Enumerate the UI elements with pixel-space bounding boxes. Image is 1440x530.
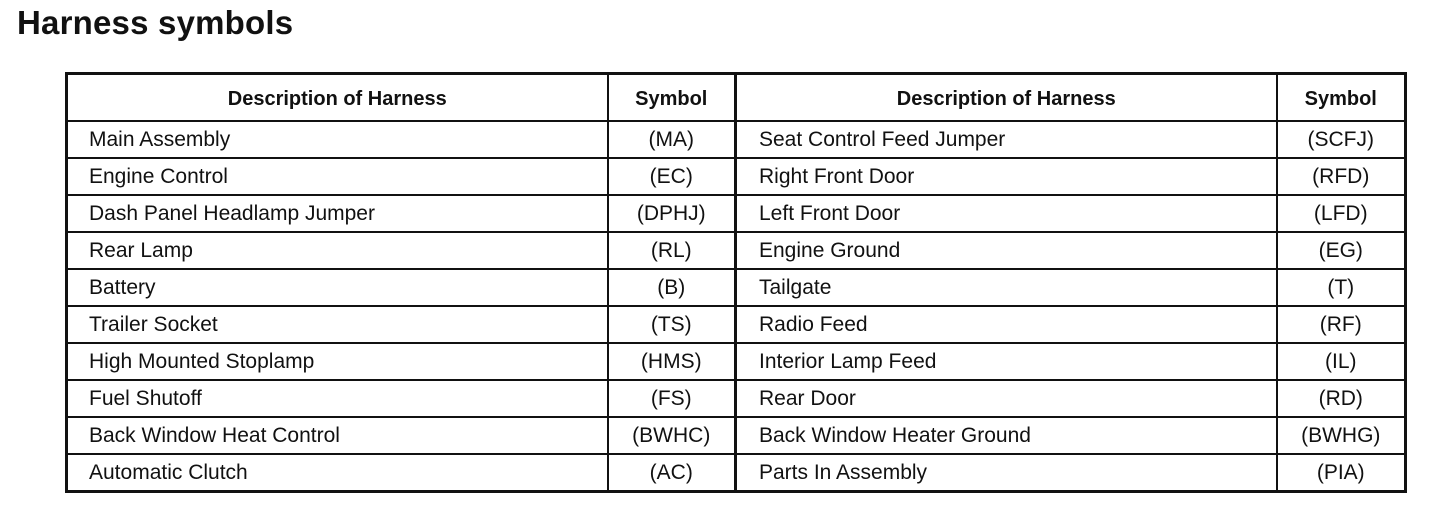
harness-description-cell: Rear Lamp xyxy=(67,232,608,269)
harness-symbol-cell: (MA) xyxy=(608,121,736,158)
table-row xyxy=(67,232,1406,269)
table-row xyxy=(67,454,1406,492)
harness-symbol-cell: (SCFJ) xyxy=(1277,121,1406,158)
harness-symbol-cell: (RFD) xyxy=(1277,158,1406,195)
harness-symbol-cell: (TS) xyxy=(608,306,736,343)
table-row xyxy=(67,306,1406,343)
column-header-symbol-right: Symbol xyxy=(1277,74,1406,122)
harness-symbol-cell: (HMS) xyxy=(608,343,736,380)
column-header-symbol-left: Symbol xyxy=(608,74,736,122)
harness-symbol-cell: (RD) xyxy=(1277,380,1406,417)
harness-symbol-cell: (IL) xyxy=(1277,343,1406,380)
harness-symbol-cell: (AC) xyxy=(608,454,736,492)
harness-symbol-cell: (PIA) xyxy=(1277,454,1406,492)
harness-description-cell: Right Front Door xyxy=(736,158,1277,195)
harness-description-cell: Automatic Clutch xyxy=(67,454,608,492)
harness-description-cell: Back Window Heat Control xyxy=(67,417,608,454)
harness-description-cell: Radio Feed xyxy=(736,306,1277,343)
harness-symbols-table xyxy=(65,72,1407,493)
table-row xyxy=(67,343,1406,380)
column-header-description-right: Description of Harness xyxy=(736,74,1277,122)
harness-description-cell: High Mounted Stoplamp xyxy=(67,343,608,380)
harness-description-cell: Seat Control Feed Jumper xyxy=(736,121,1277,158)
harness-symbol-cell: (EG) xyxy=(1277,232,1406,269)
harness-symbol-cell: (BWHG) xyxy=(1277,417,1406,454)
harness-symbol-cell: (RL) xyxy=(608,232,736,269)
harness-description-cell: Dash Panel Headlamp Jumper xyxy=(67,195,608,232)
harness-symbol-cell: (RF) xyxy=(1277,306,1406,343)
column-header-description-left: Description of Harness xyxy=(67,74,608,122)
table-row xyxy=(67,269,1406,306)
harness-description-cell: Tailgate xyxy=(736,269,1277,306)
harness-description-cell: Trailer Socket xyxy=(67,306,608,343)
harness-description-cell: Back Window Heater Ground xyxy=(736,417,1277,454)
harness-description-cell: Battery xyxy=(67,269,608,306)
harness-description-cell: Engine Control xyxy=(67,158,608,195)
table-row xyxy=(67,417,1406,454)
table-row xyxy=(67,158,1406,195)
harness-symbol-cell: (EC) xyxy=(608,158,736,195)
harness-symbol-cell: (T) xyxy=(1277,269,1406,306)
harness-description-cell: Main Assembly xyxy=(67,121,608,158)
page-title: Harness symbols xyxy=(17,4,294,41)
harness-symbol-cell: (FS) xyxy=(608,380,736,417)
harness-description-cell: Left Front Door xyxy=(736,195,1277,232)
table-row xyxy=(67,121,1406,158)
harness-symbol-cell: (LFD) xyxy=(1277,195,1406,232)
harness-symbol-cell: (DPHJ) xyxy=(608,195,736,232)
harness-symbol-cell: (B) xyxy=(608,269,736,306)
harness-description-cell: Fuel Shutoff xyxy=(67,380,608,417)
harness-description-cell: Engine Ground xyxy=(736,232,1277,269)
harness-description-cell: Parts In Assembly xyxy=(736,454,1277,492)
harness-description-cell: Rear Door xyxy=(736,380,1277,417)
table-row xyxy=(67,380,1406,417)
table-header-row xyxy=(67,74,1406,122)
harness-description-cell: Interior Lamp Feed xyxy=(736,343,1277,380)
table-row xyxy=(67,195,1406,232)
harness-symbol-cell: (BWHC) xyxy=(608,417,736,454)
